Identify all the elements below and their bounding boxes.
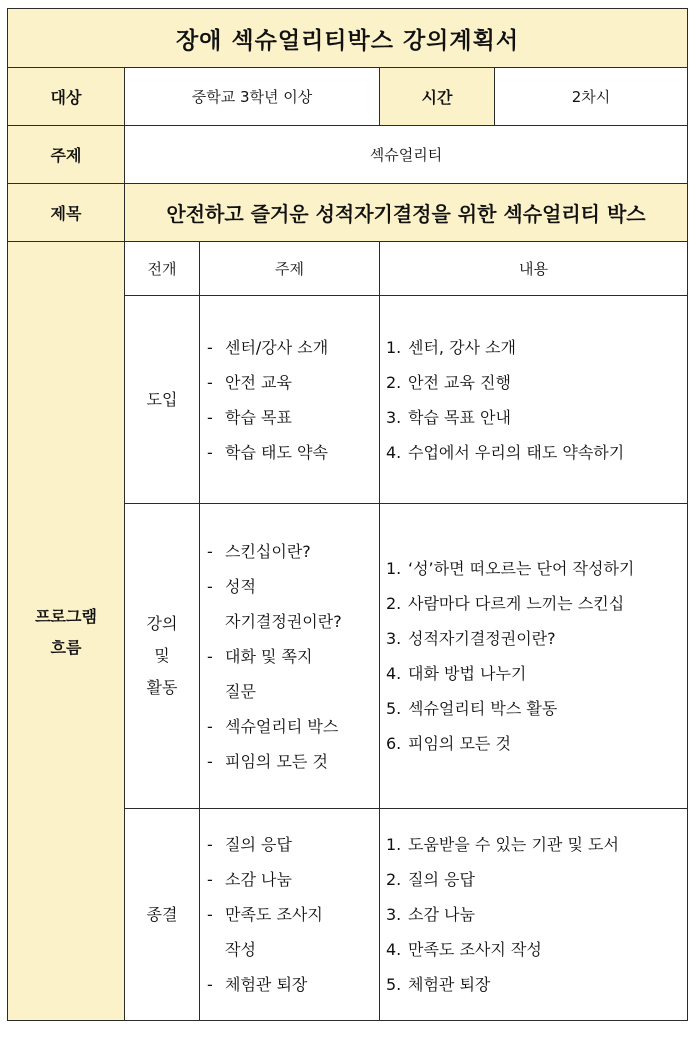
list-item: 5. 체험관 퇴장	[386, 975, 491, 994]
list-item: - 성적	[207, 576, 256, 596]
list-item: 2. 사람마다 다르게 느끼는 스킨십	[386, 594, 625, 613]
closing-stage: 종결	[125, 809, 200, 1021]
list-item: - 체험관 퇴장	[207, 975, 308, 994]
lecture-stage-line3: 활동	[146, 678, 178, 697]
title-row	[8, 9, 688, 68]
target-label: 대상	[8, 68, 125, 126]
list-item: 5. 섹슈얼리티 박스 활동	[386, 699, 558, 718]
subject-value: 섹슈얼리티	[125, 126, 688, 184]
col-stage-header: 전개	[125, 242, 200, 296]
list-item: - 학습 목표	[207, 407, 292, 427]
col-topic-header: 주제	[200, 242, 380, 296]
heading-label: 제목	[8, 184, 125, 242]
list-item: - 학습 태도 약속	[207, 442, 328, 462]
list-item: - 센터/강사 소개	[207, 337, 329, 357]
lecture-stage-line2: 및	[154, 646, 170, 665]
lesson-plan-table	[7, 8, 688, 1021]
intro-contents-cell	[380, 296, 688, 504]
list-item: 4. 수업에서 우리의 태도 약속하기	[386, 442, 625, 462]
closing-contents-cell	[380, 809, 688, 1021]
lecture-stage-line1: 강의	[146, 614, 178, 633]
list-item: - 섹슈얼리티 박스	[207, 716, 339, 736]
document-title: 장애 섹슈얼리티박스 강의계획서	[8, 9, 688, 68]
closing-topics-cell	[200, 809, 380, 1021]
list-item: - 소감 나눔	[207, 870, 292, 889]
program-flow-label	[8, 242, 125, 1021]
intro-content-list	[380, 330, 687, 470]
list-item: - 피임의 모든 것	[207, 751, 328, 771]
closing-content-list	[380, 827, 687, 1002]
subject-row	[8, 126, 688, 184]
list-item: 6. 피임의 모든 것	[386, 734, 511, 753]
list-item: 2. 안전 교육 진행	[386, 372, 511, 392]
list-item: 질문	[225, 681, 256, 701]
target-value: 중학교 3학년 이상	[125, 68, 380, 126]
list-item: 작성	[225, 940, 256, 959]
closing-topic-list	[200, 827, 379, 1002]
list-item: 4. 만족도 조사지 작성	[386, 940, 542, 959]
list-item: 1. 도움받을 수 있는 기관 및 도서	[386, 835, 619, 854]
intro-topic-list	[200, 330, 379, 470]
lecture-stage	[125, 504, 200, 809]
col-content-header: 내용	[380, 242, 688, 296]
subject-label: 주제	[8, 126, 125, 184]
list-item: - 안전 교육	[207, 372, 292, 392]
list-item: - 스킨십이란?	[207, 541, 311, 561]
list-item: 3. 성적자기결정권이란?	[386, 629, 556, 648]
heading-value: 안전하고 즐거운 성적자기결정을 위한 섹슈얼리티 박스	[125, 184, 688, 242]
program-header-row	[8, 242, 688, 296]
list-item: 3. 소감 나눔	[386, 905, 475, 924]
list-item: - 대화 및 쪽지	[207, 646, 313, 666]
list-item: 2. 질의 응답	[386, 870, 475, 889]
intro-topics-cell	[200, 296, 380, 504]
list-item: 1. 센터, 강사 소개	[386, 337, 516, 357]
intro-stage: 도입	[125, 296, 200, 504]
list-item: - 만족도 조사지	[207, 905, 323, 924]
program-label-line2: 흐름	[50, 638, 82, 657]
list-item: 자기결정권이란?	[225, 611, 342, 631]
list-item: - 질의 응답	[207, 835, 292, 854]
list-item: 1. ‘성’하면 떠오르는 단어 작성하기	[386, 559, 635, 578]
list-item: 3. 학습 목표 안내	[386, 407, 511, 427]
target-time-row	[8, 68, 688, 126]
lecture-content-list	[380, 551, 687, 761]
time-value: 2차시	[495, 68, 688, 126]
program-label-line1: 프로그램	[35, 607, 97, 626]
list-item: 4. 대화 방법 나누기	[386, 664, 527, 683]
lecture-contents-cell	[380, 504, 688, 809]
lecture-topics-cell	[200, 504, 380, 809]
heading-row	[8, 184, 688, 242]
time-label: 시간	[380, 68, 495, 126]
lecture-topic-list	[200, 534, 379, 779]
